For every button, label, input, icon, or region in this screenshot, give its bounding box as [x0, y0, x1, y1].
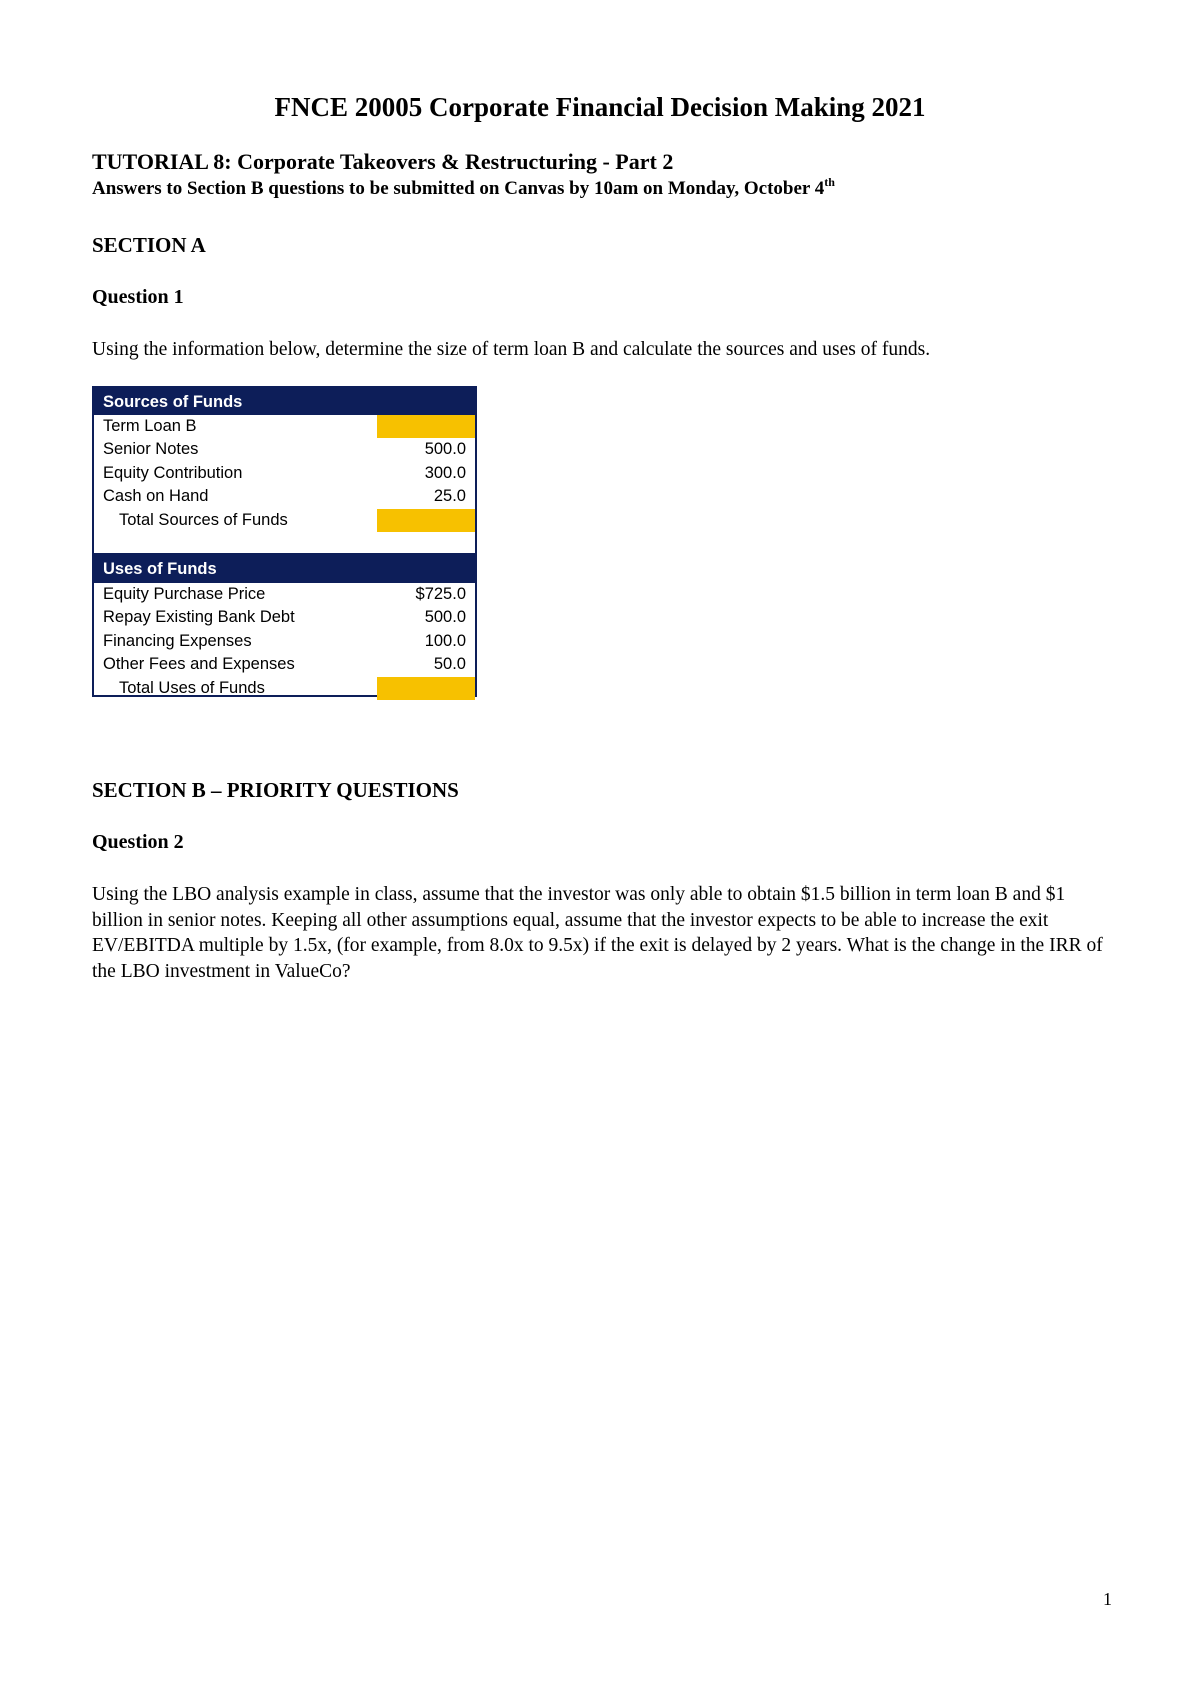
- row-value: 100.0: [424, 631, 466, 650]
- submission-note: [92, 175, 835, 200]
- sources-header: Sources of Funds: [94, 388, 475, 415]
- section-b-heading: SECTION B – PRIORITY QUESTIONS: [92, 778, 459, 802]
- document-title: FNCE 20005 Corporate Financial Decision Making 2021: [274, 92, 926, 122]
- row-value: 500.0: [424, 440, 466, 459]
- sources-uses-table: [92, 386, 477, 697]
- uses-total-row: [94, 677, 475, 700]
- row-label: Total Sources of Funds: [119, 510, 288, 529]
- row-label: Other Fees and Expenses: [103, 655, 295, 674]
- uses-row: [94, 583, 475, 606]
- row-label: Total Uses of Funds: [119, 678, 265, 697]
- row-label: Cash on Hand: [103, 487, 209, 506]
- row-label: Financing Expenses: [103, 631, 252, 650]
- total-sources-cell: [377, 509, 475, 532]
- submission-note-text: Answers to Section B questions to be submitted on Canvas by 10am on Monday, October 4: [92, 178, 825, 199]
- row-value: 50.0: [433, 655, 466, 674]
- row-label: Equity Contribution: [103, 463, 243, 482]
- row-value: 25.0: [433, 487, 466, 506]
- sources-row: [94, 438, 475, 461]
- table-spacer: [94, 532, 475, 555]
- row-value: 500.0: [424, 608, 466, 627]
- question-1-title: Question 1: [92, 286, 184, 308]
- section-a-heading: SECTION A: [92, 233, 206, 257]
- question-1-text: Using the information below, determine the size of term loan B and calculate the sources and uses of funds.: [92, 339, 931, 360]
- total-uses-cell: [377, 677, 475, 700]
- question-2-title: Question 2: [92, 831, 184, 853]
- sources-row: [94, 415, 475, 438]
- row-value: $725.0: [415, 584, 466, 603]
- row-label: Term Loan B: [103, 417, 197, 435]
- question-2-text: Using the LBO analysis example in class, assume that the investor was only able to obtain $1.5 billion in term loan B and $1 billion in senior notes. Keeping all other assumptions equal, assume that the investor expects to be able to increase the exit EV/EBITDA multiple by 1.5x, (for example, from 8.0x to 9.5x) if the exit is delayed by 2 years. What is the change in the IRR of the LBO investment in ValueCo?: [92, 884, 1103, 982]
- uses-row: [94, 630, 475, 653]
- term-loan-b-cell: [377, 415, 475, 438]
- submission-note-suffix: th: [824, 175, 835, 189]
- row-label: Senior Notes: [103, 440, 199, 459]
- uses-header: Uses of Funds: [94, 555, 475, 583]
- row-label: Equity Purchase Price: [103, 584, 266, 603]
- row-value: 300.0: [424, 463, 466, 482]
- uses-row: [94, 653, 475, 676]
- sources-row: [94, 485, 475, 508]
- sources-row: [94, 462, 475, 485]
- sources-total-row: [94, 509, 475, 532]
- row-label: Repay Existing Bank Debt: [103, 608, 295, 627]
- tutorial-title: TUTORIAL 8: Corporate Takeovers & Restructuring - Part 2: [92, 149, 674, 174]
- uses-row: [94, 606, 475, 629]
- page-number: 1: [1103, 1589, 1112, 1609]
